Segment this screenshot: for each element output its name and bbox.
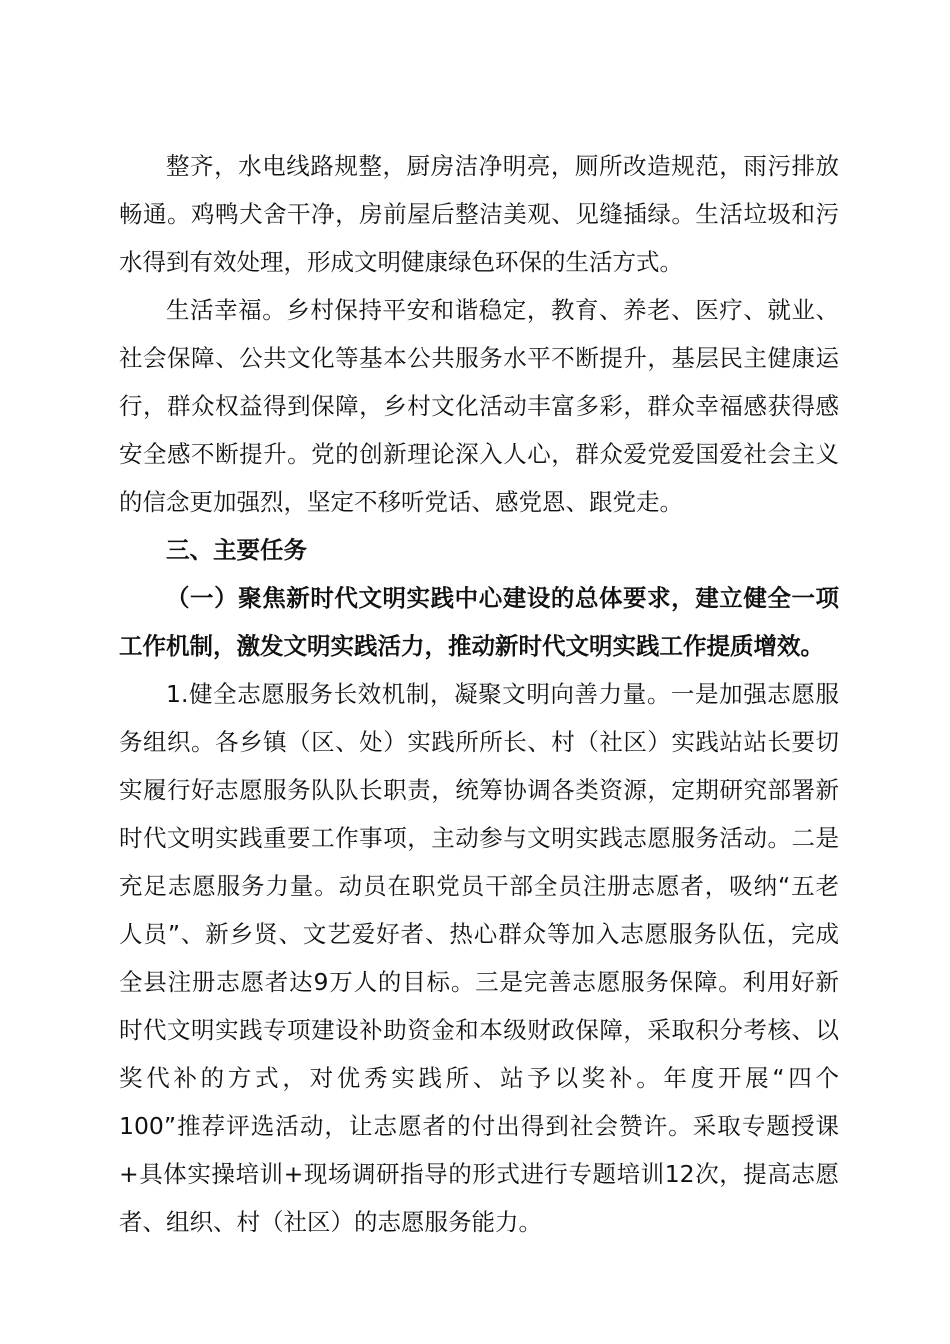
paragraph-line: 务组织。各乡镇（区、处）实践所所长、村（社区）实践站站长要切 (119, 728, 839, 756)
paragraph-line: 时代文明实践重要工作事项，主动参与文明实践志愿服务活动。二是 (119, 824, 839, 852)
section-heading: 三、主要任务 (166, 536, 307, 564)
paragraph-line: 时代文明实践专项建设补助资金和本级财政保障，采取积分考核、以 (119, 1016, 839, 1044)
paragraph-line: 水得到有效处理，形成文明健康绿色环保的生活方式。 (119, 248, 683, 276)
paragraph-line: 畅通。鸡鸭犬舍干净，房前屋后整洁美观、见缝插绿。生活垃圾和污 (119, 200, 839, 228)
paragraph-line: 1.健全志愿服务长效机制，凝聚文明向善力量。一是加强志愿服 (166, 680, 839, 708)
paragraph-line: 者、组织、村（社区）的志愿服务能力。 (119, 1208, 542, 1236)
paragraph-line: 实履行好志愿服务队队长职责，统筹协调各类资源，定期研究部署新 (119, 776, 839, 804)
paragraph-line: 全县注册志愿者达9万人的目标。三是完善志愿服务保障。利用好新 (119, 968, 839, 996)
subsection-heading: 工作机制，激发文明实践活力，推动新时代文明实践工作提质增效。 (119, 632, 824, 660)
paragraph-line: +具体实操培训+现场调研指导的形式进行专题培训12次，提高志愿 (119, 1160, 839, 1188)
paragraph-line: 整齐，水电线路规整，厨房洁净明亮，厕所改造规范，雨污排放 (166, 152, 839, 180)
paragraph-line: 100”推荐评选活动，让志愿者的付出得到社会赞许。采取专题授课 (119, 1112, 839, 1140)
paragraph-line: 行，群众权益得到保障，乡村文化活动丰富多彩，群众幸福感获得感 (119, 392, 839, 420)
subsection-heading: （一）聚焦新时代文明实践中心建设的总体要求，建立健全一项 (166, 584, 839, 612)
paragraph-line: 生活幸福。乡村保持平安和谐稳定，教育、养老、医疗、就业、 (166, 296, 839, 324)
paragraph-line: 充足志愿服务力量。动员在职党员干部全员注册志愿者，吸纳“五老 (119, 872, 839, 900)
paragraph-line: 奖代补的方式，对优秀实践所、站予以奖补。年度开展“四个 (119, 1064, 839, 1092)
paragraph-line: 人员”、新乡贤、文艺爱好者、热心群众等加入志愿服务队伍，完成 (119, 920, 839, 948)
paragraph-line: 社会保障、公共文化等基本公共服务水平不断提升，基层民主健康运 (119, 344, 839, 372)
paragraph-line: 的信念更加强烈，坚定不移听党话、感党恩、跟党走。 (119, 488, 683, 516)
paragraph-line: 安全感不断提升。党的创新理论深入人心，群众爱党爱国爱社会主义 (119, 440, 839, 468)
